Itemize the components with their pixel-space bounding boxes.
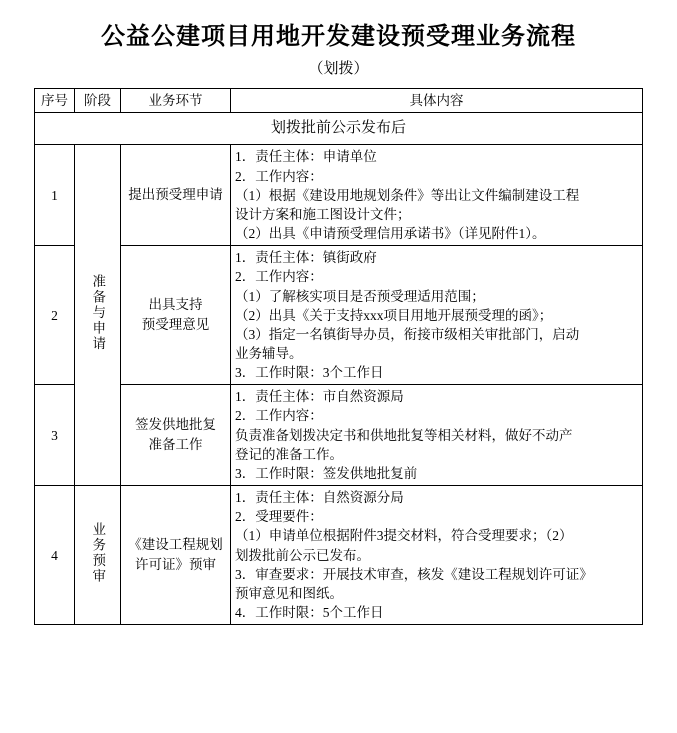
row-seq: 4 [35,486,75,625]
content-line: （1）根据《建设用地规划条件》等出让文件编制建设工程 [235,187,580,203]
row-stage [75,145,121,486]
content-line: 3．工作时限：3个工作日 [235,365,384,381]
content-line: 1．责任主体：市自然资源局 [235,389,404,405]
content-line: （2）出具《关于支持xxx项目用地开展预受理的函》； [235,307,553,323]
row-content [231,145,643,246]
row-stage [75,486,121,625]
table-row [35,486,643,625]
row-stage-label: 业务预审 [90,521,106,584]
column-header-seq: 序号 [35,89,75,113]
row-step-line: 《建设工程规划 [128,536,223,552]
content-line: 登记的准备工作。 [235,446,343,462]
row-step-line: 出具支持 [148,297,203,313]
column-header-step: 业务环节 [121,89,231,113]
content-line: 设计方案和施工图设计文件； [235,206,411,222]
page-title: 公益公建项目用地开发建设预受理业务流程 [101,24,576,50]
content-line: 1．责任主体：自然资源分局 [235,490,404,506]
table-band-row [35,113,643,145]
row-content [231,486,643,625]
band-label: 划拨批前公示发布后 [35,113,643,145]
content-line: 3．工作时限：签发供地批复前 [235,465,418,481]
content-line: 负责准备划拨决定书和供地批复等相关材料，做好不动产 [235,427,573,443]
row-seq: 3 [35,385,75,486]
content-line: 预审意见和图纸。 [235,585,343,601]
column-header-stage: 阶段 [75,89,121,113]
content-line: 1．责任主体：申请单位 [235,149,377,165]
content-line: 3．审查要求：开展技术审查，核发《建设工程规划许可证》 [235,566,593,582]
content-line: 2．受理要件： [235,509,323,525]
document-page [0,16,677,625]
table-row [35,246,643,385]
row-step [121,385,231,486]
content-line: 2．工作内容： [235,408,323,424]
row-content [231,385,643,486]
table-row [35,385,643,486]
content-line: （3）指定一名镇街导办员，衔接市级相关审批部门，启动 [235,326,580,342]
column-header-content: 具体内容 [231,89,643,113]
row-step-line: 准备工作 [148,437,203,453]
table-header-row [35,89,643,113]
content-line: 业务辅导。 [235,346,303,362]
content-line: 1．责任主体：镇街政府 [235,250,377,266]
content-line: 4．工作时限：5个工作日 [235,605,384,621]
content-line: 划拨批前公示已发布。 [235,547,370,563]
table-row [35,145,643,246]
row-step [121,486,231,625]
row-step-line: 签发供地批复 [135,416,216,432]
process-table [34,88,643,625]
row-content [231,246,643,385]
row-step-line: 许可证》预审 [135,557,216,573]
content-line: 2．工作内容： [235,168,323,184]
row-step [121,246,231,385]
row-stage-label: 准备与申请 [90,273,106,352]
row-seq: 1 [35,145,75,246]
content-line: （2）出具《申请预受理信用承诺书》（详见附件1）。 [235,226,546,242]
content-line: （1）了解核实项目是否预受理适用范围； [235,288,485,304]
row-seq: 2 [35,246,75,385]
content-line: 2．工作内容： [235,269,323,285]
row-step-line: 预受理意见 [141,317,210,333]
page-subtitle: （划拨） [308,61,369,77]
content-line: （1）申请单位根据附件3提交材料，符合受理要求；（2） [235,528,573,544]
row-step [121,145,231,246]
row-step-line: 提出预受理申请 [128,187,223,203]
